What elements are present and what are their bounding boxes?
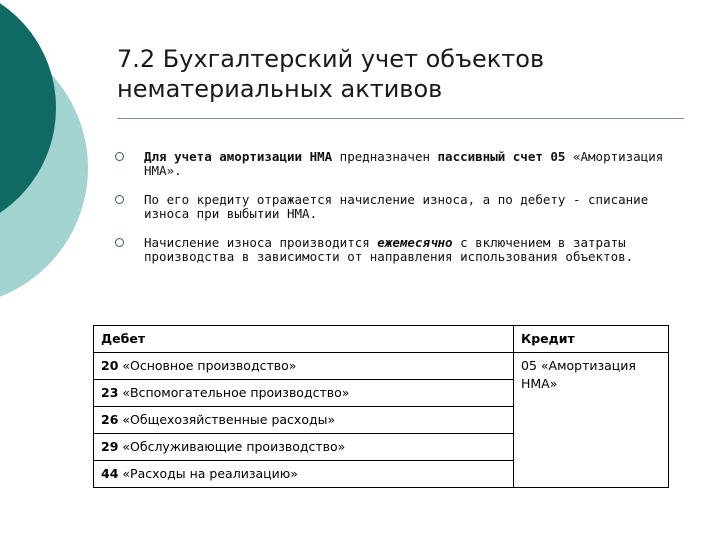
header-debit: Дебет — [94, 326, 514, 353]
account-code: 23 — [101, 385, 119, 400]
table-header-row — [94, 326, 669, 353]
header-credit: Кредит — [514, 326, 669, 353]
credit-cell: 05 «Амортизация НМА» — [514, 353, 669, 488]
debit-row — [94, 434, 513, 461]
account-name: «Общехозяйственные расходы» — [118, 412, 336, 427]
title-line-2: нематериальных активов — [117, 75, 443, 103]
account-name: «Расходы на реализацию» — [118, 466, 298, 481]
bullet-1-bold-b: пассивный счет 05 — [437, 149, 566, 164]
bullet-3-text-b: с включением в затраты производства в зависимости от направления использования объектов. — [144, 235, 634, 264]
title-line-1: 7.2 Бухгалтерский учет объектов — [117, 45, 545, 73]
bullet-1-text-a: предназначен — [332, 149, 438, 164]
bullet-3-emphasis: ежемесячно — [377, 235, 453, 250]
circle-bullet-icon — [115, 152, 124, 161]
decorative-circles — [0, 0, 110, 300]
accounts-table — [93, 325, 669, 488]
bullet-item-3 — [112, 236, 672, 264]
bullet-item-1 — [112, 150, 672, 178]
debit-row — [94, 380, 513, 407]
debit-cell — [94, 353, 514, 488]
account-name: «Вспомогательное производство» — [118, 385, 350, 400]
bullet-list — [112, 150, 672, 279]
debit-row — [94, 407, 513, 434]
account-name: «Обслуживающие производство» — [118, 439, 346, 454]
account-code: 26 — [101, 412, 119, 427]
page-title — [117, 44, 677, 104]
circle-bullet-icon — [115, 238, 124, 247]
debit-row — [94, 353, 513, 380]
bullet-1-bold-a: Для учета амортизации НМА — [144, 149, 333, 164]
account-code: 29 — [101, 439, 119, 454]
account-code: 20 — [101, 358, 119, 373]
debit-row — [94, 461, 513, 487]
account-name: «Основное производство» — [118, 358, 297, 373]
circle-bullet-icon — [115, 195, 124, 204]
title-divider — [117, 118, 684, 119]
table-body-row — [94, 353, 669, 488]
bullet-2-text: По его кредиту отражается начисление износа, а по дебету - списание износа при выбытии НМА. — [144, 192, 649, 221]
bullet-1-text-b: «Амортизация НМА». — [144, 149, 664, 178]
account-code: 44 — [101, 466, 119, 481]
bullet-item-2 — [112, 193, 672, 221]
bullet-3-text-a: Начисление износа производится — [144, 235, 378, 250]
